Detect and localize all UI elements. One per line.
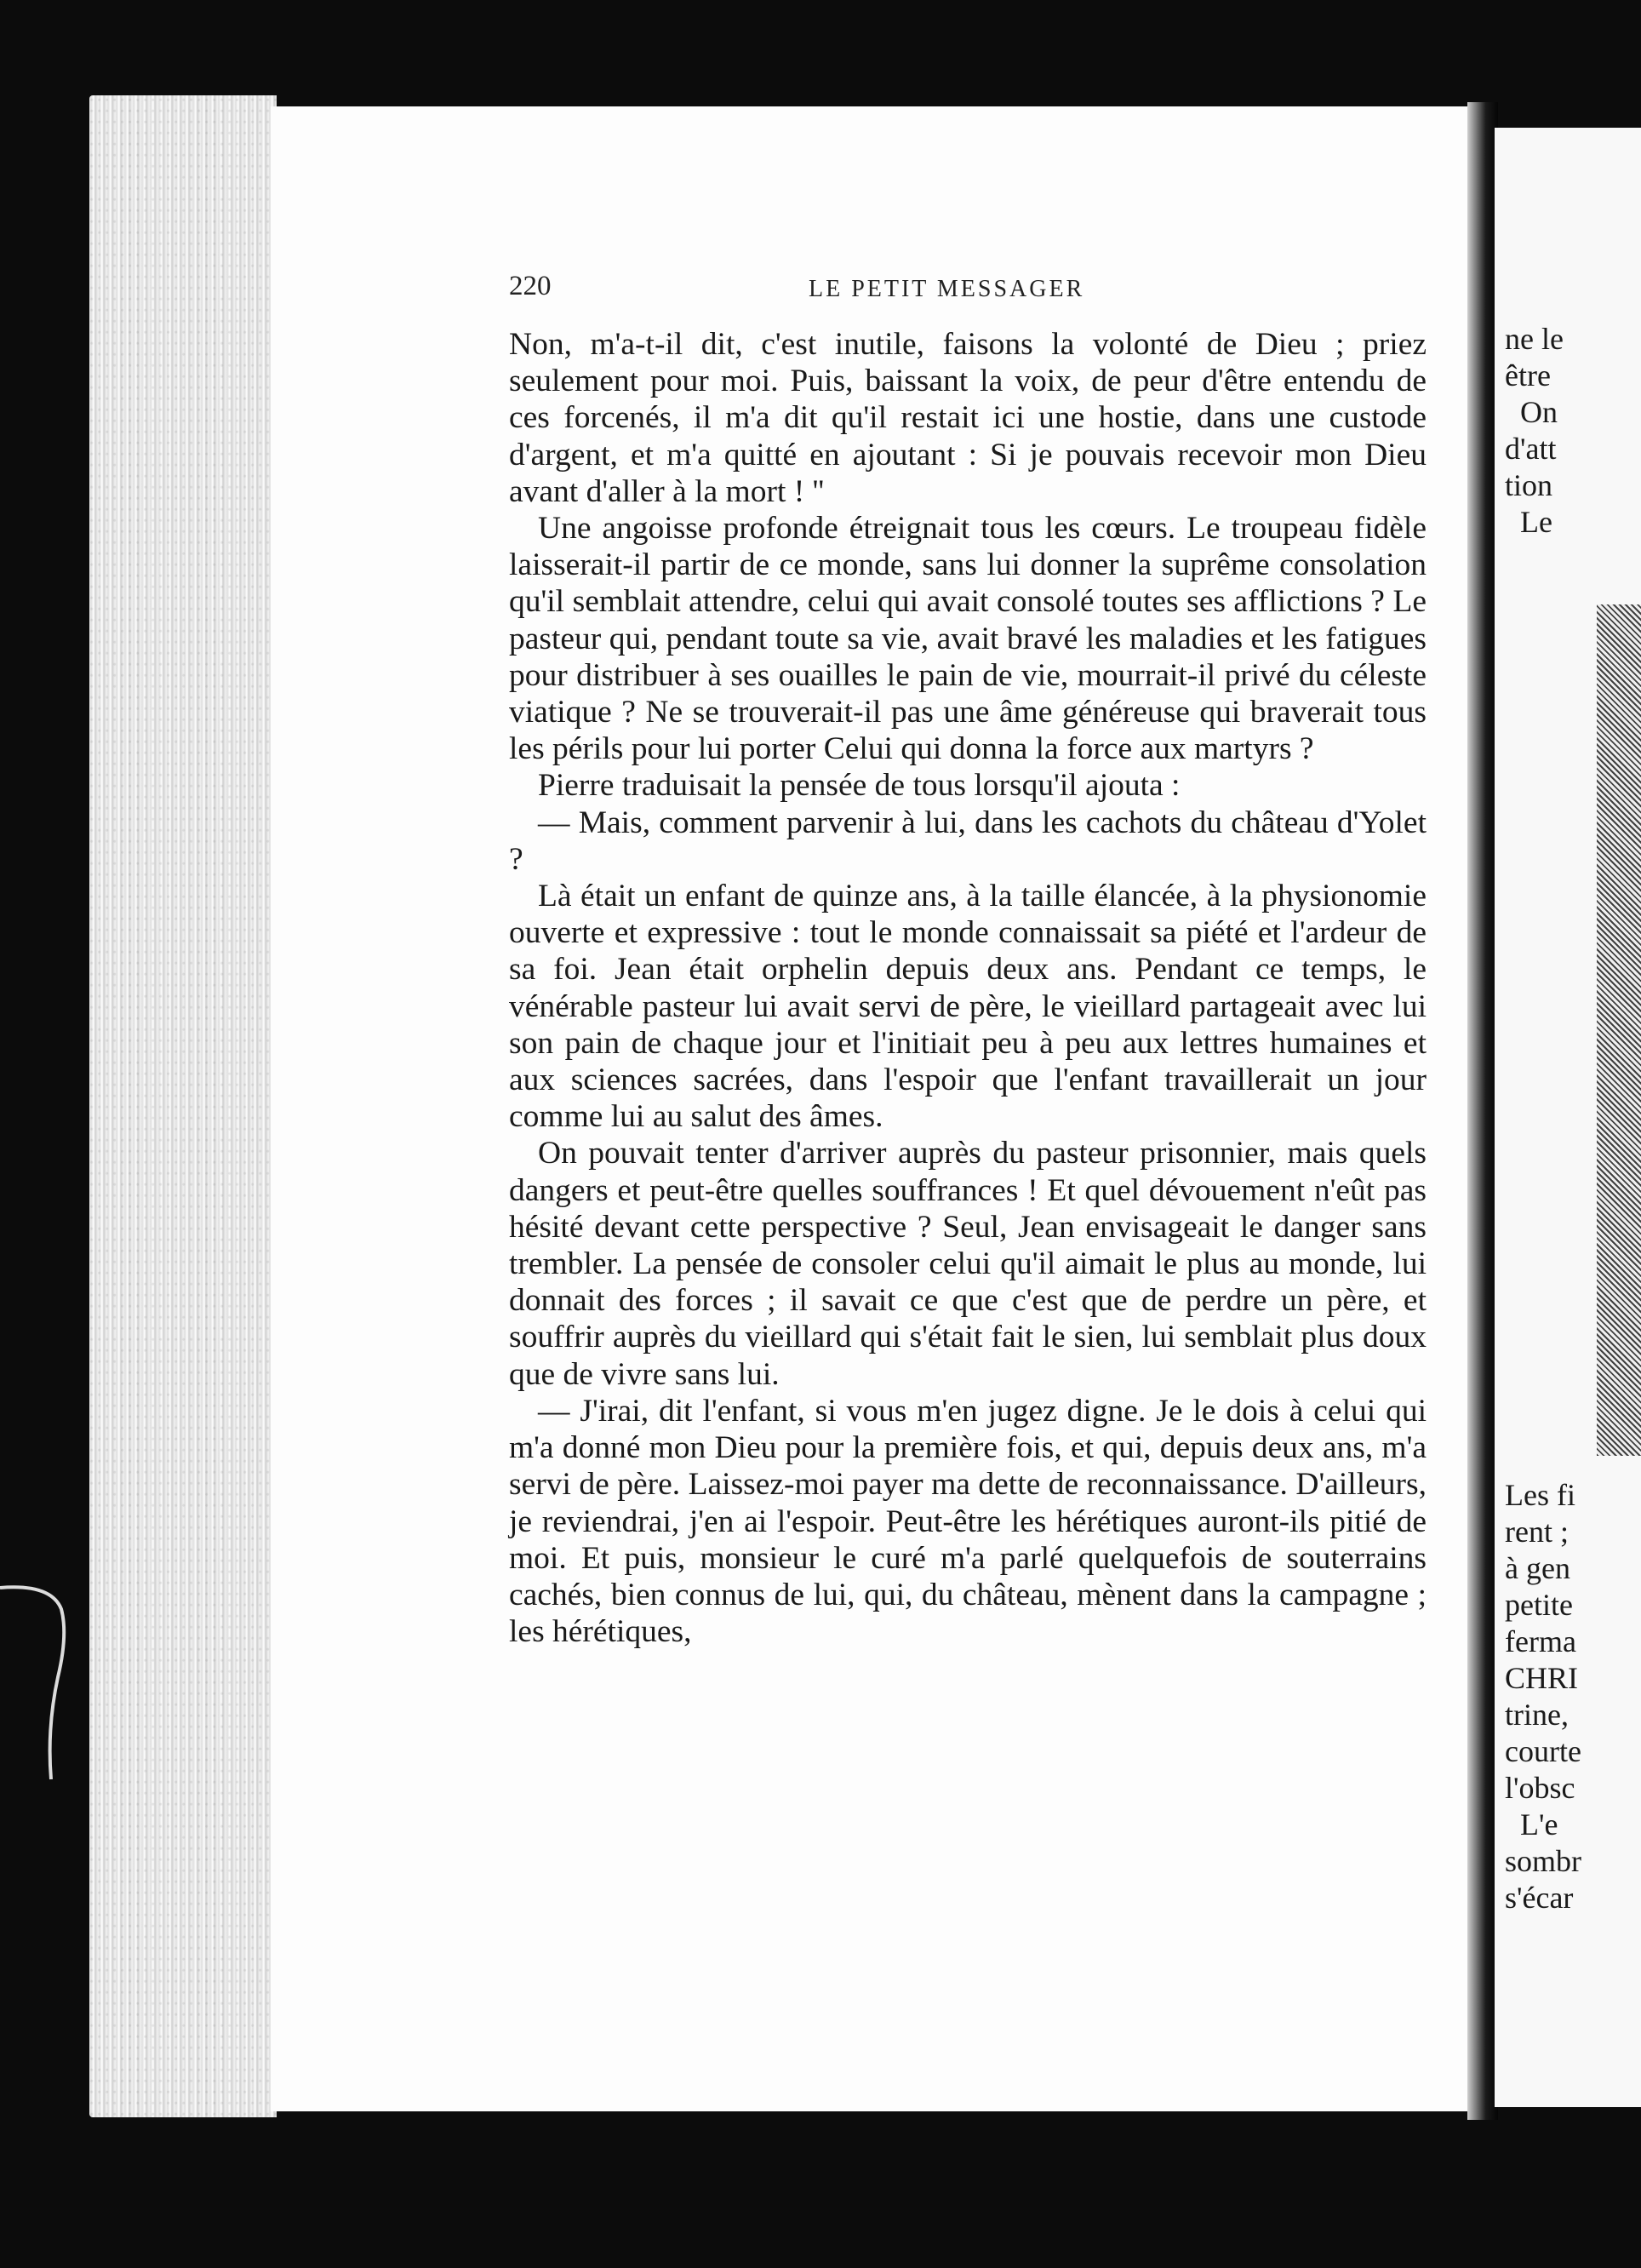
right-fragment: s'écar xyxy=(1505,1881,1574,1915)
engraving-illustration xyxy=(1597,604,1641,1456)
paragraph: Pierre traduisait la pensée de tous lorsqu'il ajouta : xyxy=(538,768,1181,804)
right-page-top-fragments xyxy=(1505,321,1564,541)
right-fragment: ferma xyxy=(1505,1624,1576,1658)
right-page xyxy=(1495,128,1641,2107)
right-fragment: Le xyxy=(1520,505,1552,539)
right-fragment: trine, xyxy=(1505,1698,1569,1732)
right-fragment: petite xyxy=(1505,1588,1573,1622)
page-number: 220 xyxy=(509,271,552,301)
right-fragment: être xyxy=(1505,358,1551,392)
right-fragment: On xyxy=(1520,395,1558,429)
right-fragment: tion xyxy=(1505,468,1553,502)
paragraph: Non, m'a-t-il dit, c'est inutile, faisons la volonté de Dieu ; priez seulement pour moi. Puis, baissant la voix, de peur d'être entendu de ces forcenés, il m'a dit qu'il restait ici une hostie, dans une custode d'argent, et m'a quitté en ajoutant : Si je pouvais recevoir mon Dieu avant d'aller à la mort ! '' xyxy=(509,327,1427,509)
bookmark-ribbon xyxy=(0,1575,68,1796)
right-fragment: courte xyxy=(1505,1734,1581,1768)
book-gutter xyxy=(1467,102,1498,2120)
right-fragment: l'obsc xyxy=(1505,1771,1575,1805)
body-text xyxy=(509,326,1427,1650)
running-title: LE PETIT MESSAGER xyxy=(809,276,1085,302)
right-fragment: CHRI xyxy=(1505,1661,1579,1695)
right-fragment: rent ; xyxy=(1505,1515,1569,1549)
right-fragment: sombr xyxy=(1505,1844,1581,1878)
paragraph: — J'irai, dit l'enfant, si vous m'en jugez digne. Je le dois à celui qui m'a donné mon Dieu pour la première fois, et qui, depuis deux ans, m'a servi de père. Laissez-moi payer ma dette de reconnaissance. D'ailleurs, je reviendrai, j'en ai l'espoir. Peut-être les hérétiques auront-ils pitié de moi. Et puis, monsieur le curé m'a parlé quelquefois de souterrains cachés, bien connus de lui, qui, du château, mènent dans la campagne ; les hérétiques, xyxy=(509,1393,1427,1650)
page-header xyxy=(509,271,1420,313)
right-fragment: L'e xyxy=(1520,1807,1558,1841)
paragraph: Là était un enfant de quinze ans, à la taille élancée, à la physionomie ouverte et expressive : tout le monde connaissait sa piété et l'ardeur de sa foi. Jean était orphelin depuis deux ans. Pendant ce temps, le vénérable pasteur lui avait servi de père, le vieillard partageait avec lui son pain de chaque jour et l'initiait peu à peu aux lettres humaines et aux sciences sacrées, dans l'espoir que l'enfant travaillerait un jour comme lui au salut des âmes. xyxy=(509,879,1427,1135)
page-edges xyxy=(89,95,277,2117)
right-fragment: Les fi xyxy=(1505,1478,1575,1512)
paragraph: Une angoisse profonde étreignait tous les cœurs. Le troupeau fidèle laisserait-il partir de ce monde, sans lui donner la suprême consolation qu'il semblait attendre, celui qui avait consolé toutes ses afflictions ? Le pasteur qui, pendant toute sa vie, avait bravé les maladies et les fatigues pour distribuer à ses ouailles le pain de vie, mourrait-il privé du céleste viatique ? Ne se trouverait-il pas une âme généreuse qui braverait tous les périls pour lui porter Celui qui donna la force aux martyrs ? xyxy=(509,511,1427,767)
right-fragment: à gen xyxy=(1505,1551,1570,1585)
paragraph: — Mais, comment parvenir à lui, dans les cachots du château d'Yolet ? xyxy=(509,805,1427,877)
right-page-bottom-fragments xyxy=(1505,1477,1581,1916)
right-fragment: ne le xyxy=(1505,322,1564,356)
paragraph: On pouvait tenter d'arriver auprès du pasteur prisonnier, mais quels dangers et peut-être quelles souffrances ! Et quel dévouement n'eût pas hésité devant cette perspective ? Seul, Jean envisageait le danger sans trembler. La pensée de consoler celui qu'il aimait le plus au monde, lui donnait des forces ; il savait ce que c'est que de perdre un père, et souffrir auprès du vieillard qui s'était fait le sien, lui semblait plus doux que de vivre sans lui. xyxy=(509,1136,1427,1392)
right-fragment: d'att xyxy=(1505,432,1557,466)
